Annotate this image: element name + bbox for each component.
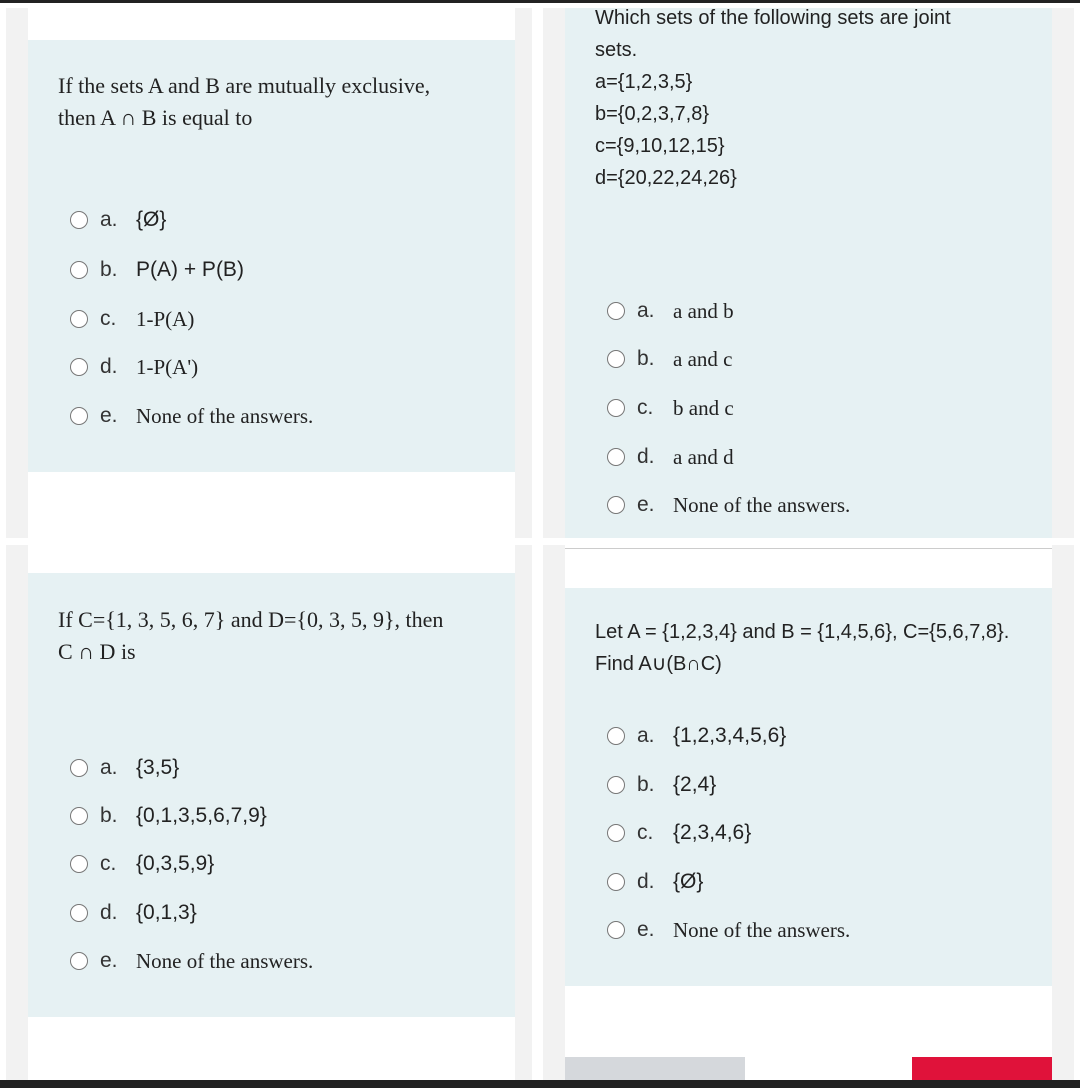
option-letter: e. [100, 949, 118, 972]
option-letter: b. [637, 773, 655, 796]
question-text-q2 [595, 2, 951, 194]
option-q3-a[interactable] [70, 753, 179, 783]
option-letter: e. [637, 493, 655, 516]
option-q4-a[interactable] [607, 721, 786, 751]
question-line: C ∩ D is [58, 639, 136, 664]
bottom-border [0, 1080, 1080, 1088]
option-q2-b[interactable] [607, 344, 732, 374]
option-q3-c[interactable] [70, 849, 214, 879]
option-q1-d[interactable] [70, 352, 198, 382]
radio-button[interactable] [70, 358, 88, 376]
option-q3-e[interactable] [70, 946, 313, 976]
radio-button[interactable] [607, 873, 625, 891]
option-letter: d. [100, 901, 118, 924]
radio-button[interactable] [70, 407, 88, 425]
question-line: Find A∪(B∩C) [595, 653, 722, 675]
option-label: {2,4} [673, 773, 717, 796]
option-q1-b[interactable] [70, 255, 244, 285]
radio-button[interactable] [607, 921, 625, 939]
option-q1-e[interactable] [70, 401, 313, 431]
option-label: {0,3,5,9} [136, 852, 215, 875]
question-line: If the sets A and B are mutually exclusive, [58, 73, 431, 98]
option-label: {Ø} [673, 870, 704, 893]
option-letter: d. [100, 355, 118, 378]
option-label: 1-P(A') [136, 354, 199, 379]
option-q4-e[interactable] [607, 915, 850, 945]
option-q3-d[interactable] [70, 898, 197, 928]
option-q4-c[interactable] [607, 818, 751, 848]
question-line: sets. [595, 39, 638, 61]
option-q3-b[interactable] [70, 801, 267, 831]
set-definition: d={20,22,24,26} [595, 167, 737, 189]
question-text-q3 [58, 604, 443, 668]
question-line: If C={1, 3, 5, 6, 7} and D={0, 3, 5, 9}, then [58, 607, 444, 632]
option-label: P(A) + P(B) [136, 258, 244, 281]
question-line: Let A = {1,2,3,4} and B = {1,4,5,6}, C={5,6,7,8}. [595, 621, 1010, 643]
option-letter: b. [637, 347, 655, 370]
option-label: {3,5} [136, 756, 180, 779]
radio-button[interactable] [70, 310, 88, 328]
set-definition: c={9,10,12,15} [595, 135, 725, 157]
radio-button[interactable] [607, 350, 625, 368]
radio-button[interactable] [607, 776, 625, 794]
option-label: {Ø} [136, 208, 167, 231]
option-label: a and c [673, 346, 733, 371]
option-label: a and b [673, 298, 734, 323]
option-label: {0,1,3} [136, 901, 197, 924]
radio-button[interactable] [607, 496, 625, 514]
next-button[interactable] [912, 1057, 1052, 1080]
option-label: a and d [673, 444, 734, 469]
radio-button[interactable] [607, 302, 625, 320]
radio-button[interactable] [70, 904, 88, 922]
radio-button[interactable] [607, 448, 625, 466]
set-definition: b={0,2,3,7,8} [595, 103, 710, 125]
option-label: None of the answers. [673, 917, 851, 942]
option-letter: a. [637, 299, 655, 322]
radio-button[interactable] [70, 211, 88, 229]
radio-button[interactable] [70, 952, 88, 970]
option-letter: c. [100, 307, 117, 330]
radio-button[interactable] [607, 399, 625, 417]
option-letter: c. [100, 852, 117, 875]
option-letter: e. [100, 404, 118, 427]
option-letter: d. [637, 870, 655, 893]
option-q1-c[interactable] [70, 304, 194, 334]
question-text-q4 [595, 616, 1009, 680]
option-label: None of the answers. [136, 403, 314, 428]
option-label: {0,1,3,5,6,7,9} [136, 804, 267, 827]
option-letter: a. [100, 756, 118, 779]
option-q4-d[interactable] [607, 867, 703, 897]
radio-button[interactable] [70, 855, 88, 873]
radio-button[interactable] [70, 807, 88, 825]
option-label: b and c [673, 395, 734, 420]
option-q1-a[interactable] [70, 205, 166, 235]
option-letter: b. [100, 804, 118, 827]
option-letter: e. [637, 918, 655, 941]
option-label: 1-P(A) [136, 306, 195, 331]
option-q2-e[interactable] [607, 490, 850, 520]
question-text-q1 [58, 70, 430, 134]
set-definition: a={1,2,3,5} [595, 71, 693, 93]
radio-button[interactable] [70, 759, 88, 777]
option-q2-c[interactable] [607, 393, 734, 423]
option-letter: b. [100, 258, 118, 281]
option-label: None of the answers. [136, 948, 314, 973]
option-label: {1,2,3,4,5,6} [673, 724, 787, 747]
radio-button[interactable] [70, 261, 88, 279]
option-q2-a[interactable] [607, 296, 734, 326]
option-label: None of the answers. [673, 492, 851, 517]
option-q2-d[interactable] [607, 442, 734, 472]
question-line: Which sets of the following sets are joint [595, 7, 951, 29]
radio-button[interactable] [607, 824, 625, 842]
previous-button[interactable] [565, 1057, 745, 1080]
question-line: then A ∩ B is equal to [58, 105, 253, 130]
option-letter: a. [637, 724, 655, 747]
option-letter: d. [637, 445, 655, 468]
radio-button[interactable] [607, 727, 625, 745]
option-letter: c. [637, 396, 654, 419]
option-letter: a. [100, 208, 118, 231]
option-label: {2,3,4,6} [673, 821, 752, 844]
option-letter: c. [637, 821, 654, 844]
divider [565, 548, 1052, 549]
option-q4-b[interactable] [607, 770, 716, 800]
